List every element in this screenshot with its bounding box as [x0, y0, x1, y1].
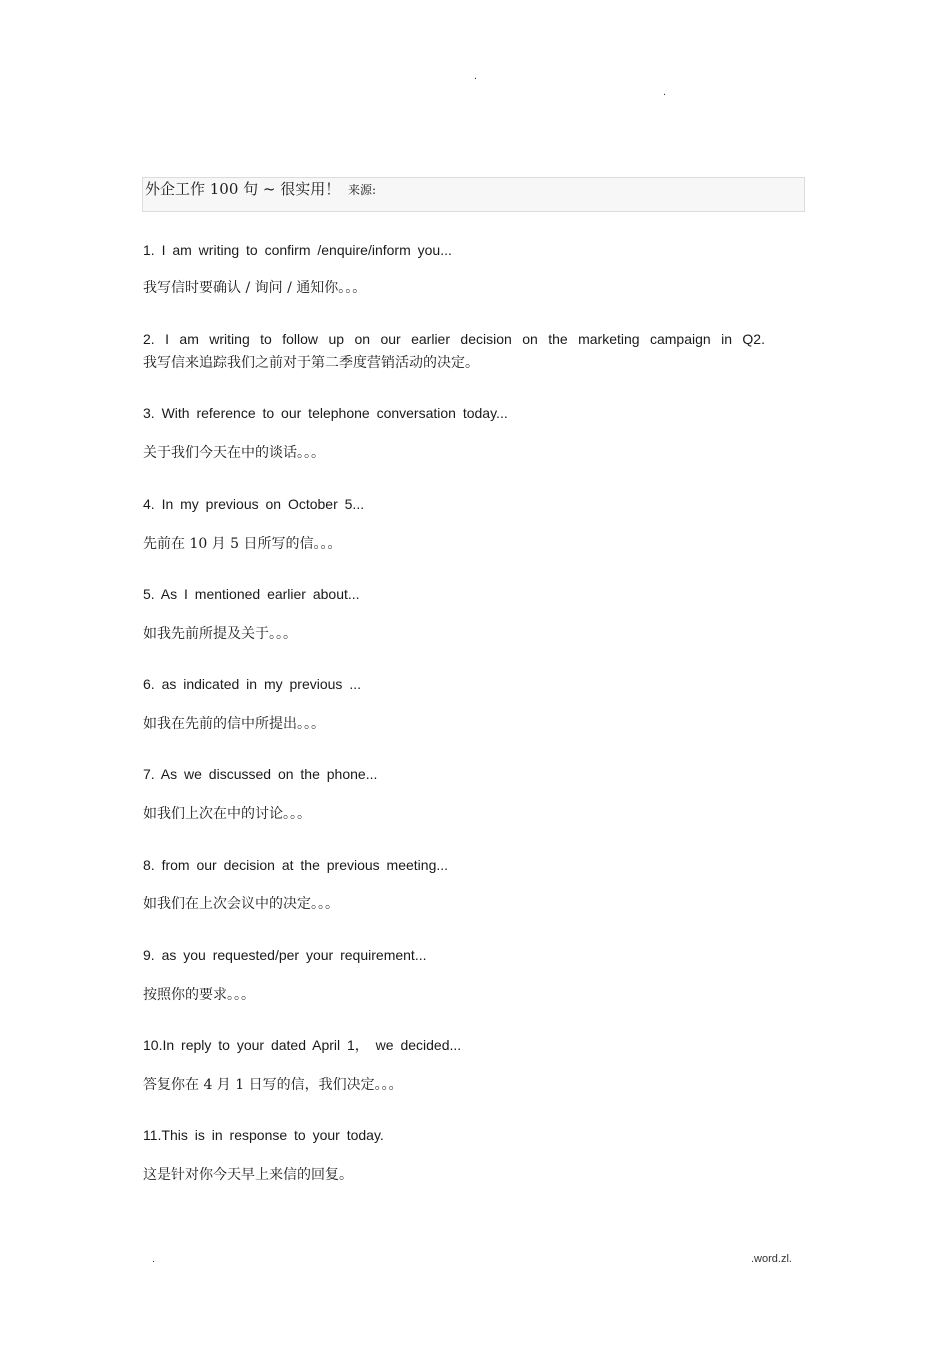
header-dot: . [474, 70, 478, 82]
entry-7-english: 7. As we discussed on the phone... [143, 766, 378, 782]
entry-9-english: 9. as you requested/per your requirement... [143, 947, 427, 963]
title-box [142, 177, 805, 212]
entry-6-chinese: 如我在先前的信中所提出。。。 [143, 716, 325, 732]
entry-4-english: 4. In my previous on October 5... [143, 496, 365, 512]
footer-right: .word.zl. [751, 1253, 792, 1265]
entry-3-chinese: 关于我们今天在中的谈话。。。 [143, 445, 325, 461]
document-title: 外企工作 100 句 ~ 很实用！ [145, 180, 341, 198]
entry-11-english: 11.This is in response to your today. [143, 1127, 384, 1143]
entry-1-english: 1. I am writing to confirm /enquire/inform you... [143, 242, 452, 258]
entry-7-chinese: 如我们上次在中的讨论。。。 [143, 806, 311, 822]
entry-10-chinese: 答复你在 4 月 1 日写的信，我们决定。。。 [143, 1077, 403, 1093]
entry-9-chinese: 按照你的要求。。。 [143, 987, 255, 1003]
entry-2-chinese: 我写信来追踪我们之前对于第二季度营销活动的决定。 [143, 355, 479, 371]
header-dot: . [663, 86, 667, 98]
entry-5-english: 5. As I mentioned earlier about... [143, 586, 360, 602]
entry-3-english: 3. With reference to our telephone conversation today... [143, 405, 508, 421]
entry-8-chinese: 如我们在上次会议中的决定。。。 [143, 896, 339, 912]
entry-8-english: 8. from our decision at the previous meeting... [143, 857, 449, 873]
entry-6-english: 6. as indicated in my previous ... [143, 676, 361, 692]
entry-2-english: 2. I am writing to follow up on our earlier decision on the marketing campaign in Q2. [143, 331, 765, 347]
entry-11-chinese: 这是针对你今天早上来信的回复。 [143, 1167, 353, 1183]
entry-4-chinese: 先前在 10 月 5 日所写的信。。。 [143, 536, 342, 552]
entry-1-chinese: 我写信时要确认 / 询问 / 通知你。。。 [143, 280, 367, 296]
source-label: 来源: [348, 183, 377, 197]
entry-5-chinese: 如我先前所提及关于。。。 [143, 626, 297, 642]
footer-left: . [152, 1253, 156, 1265]
entry-10-english: 10.In reply to your dated April 1， we decided... [143, 1037, 462, 1053]
